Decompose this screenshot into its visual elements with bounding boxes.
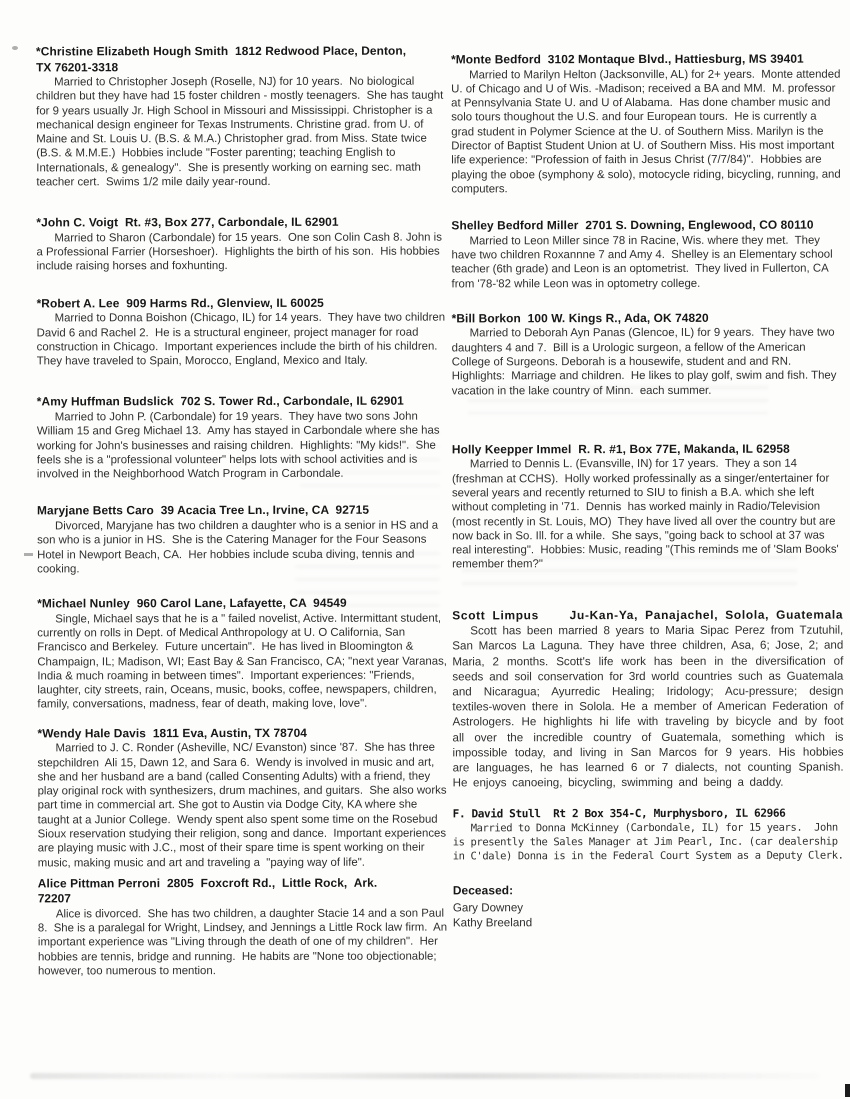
left-column: [36, 44, 449, 979]
entry-body: Married to Marilyn Helton (Jacksonville, AL) for 2+ years. Monte attended U. of Chicago and U of Wis. -Madison; received a BA and MM. M. professor at Pennsylvania State U. and U of Alabama. Has done chamber music and solo tours thoughout the U.S. and four European tours. He is currently a grad student in Polymer Science at the U. of Southern Miss. Marilyn is the Director of Baptist Student Union at U. of Southern Miss. His most important life experience: "Profession of faith in Jesus Christ (7/7/84)". Hobbies are playing the oboe (symphony & solo), motocycle riding, bicycling, running, and computers.: [451, 68, 844, 196]
entry-body: Married to Donna McKinney (Carbondale, IL) for 15 years. John is presently the Sales Manager at Jim Pearl, Inc. (car dealership in C'dale) Donna is in the Federal Court System as a Deputy Clerk.: [452, 822, 844, 863]
directory-entry: [37, 503, 448, 577]
entry-body: Married to Donna Boishon (Chicago, IL) for 14 years. They have two children David 6 and Rachel 2. He is a structural engineer, project manager for road construction in Chicago. Important experiences include the birth of his children. They have traveled to Spain, Morocco, England, Mexico and Italy.: [36, 311, 449, 368]
entry-heading: *Christine Elizabeth Hough Smith 1812 Redwood Place, Denton,: [36, 43, 407, 59]
entry-body: Married to Deborah Ayn Panas (Glencoe, IL) for 9 years. They have two daughters 4 and 7. Bill is a Urologic surgeon, a fellow of the American College of Surgeons. Deborah is a housewife, student and and RN. Highlights: Marriage and children. He likes to play golf, swim and fish. They vacation in the lake country of Minn. each summer.: [451, 326, 840, 397]
entry-name: Scott Limpus: [452, 607, 539, 623]
scan-corner-mark: [845, 1084, 850, 1097]
entry-body: Scott has been married 8 years to Maria Sipac Perez from Tzutuhil, San Marcos La Laguna. They have three children, Asa, 6; Jose, 2; and Maria, 2 months. Scott's life work has been in the diversification of seeds and soil conservation for 3rd world countries such as Guatemala and Nicaragua; Ayurredic Healing; Iridology; Acu-pressure; design textiles-woven there in Solola. He a member of American Federation of Astrologers. He highlights hi life with traveling by bicycle and by foot all over the incredible country of Guatemala, something which is impossible today, and living in San Marcos for 9 years. His hobbies are languages, he has learned 6 or 7 dialects, not counting Spanish. He enjoys canoeing, bicycling, swimming and being a daddy.: [452, 623, 850, 790]
entry-heading: Alice Pittman Perroni 2805 Foxcroft Rd., Little Rock, Ark.: [37, 875, 378, 891]
entry-body: Married to John P. (Carbondale) for 19 years. They have two sons John William 15 and Greg Michael 13. Amy has stayed in Carbondale where she has working for John's businesses and raising children. Highlights: "My kids!". She feels she is a "professional volunteer" helps lots with school activities and is involved in the Neighborhood Watch Program in Carbondale.: [36, 410, 443, 481]
entry-heading: Shelley Bedford Miller 2701 S. Downing, Englewood, CO 80110: [451, 217, 814, 233]
deceased-name: Gary Downey: [452, 901, 524, 915]
entry-heading: *Michael Nunley 960 Carol Lane, Lafayette, CA 94549: [37, 595, 347, 611]
entry-address: Ju-Kan-Ya, Panajachel, Solola, Guatemala: [569, 607, 844, 622]
entry-body: Single, Michael says that he is a " failed novelist, Active. Intermittant student, currently on rolls in Dept. of Medical Anthropology at U. O California, San Francisco and Berkeley. Future uncertain". He has lived in Bloomington & Champaign, IL; Madison, WI; East Bay & San Francisco, CA; "next year Varanas, India & much roaming in between times". Important experiences: "Friends, laughter, city streets, rain, Oceans, music, books, coffee, newspapers, children, family, conversations, madness, fear of death, making love, love".: [37, 612, 451, 711]
directory-entry: [36, 44, 447, 190]
scan-speck: [12, 46, 18, 50]
entry-heading: Holly Keepper Immel R. R. #1, Box 77E, Makanda, IL 62958: [451, 441, 790, 457]
entry-heading: *Robert A. Lee 909 Harms Rd., Glenview, IL 60025: [36, 295, 324, 311]
entry-body: Married to J. C. Ronder (Asheville, NC/ Evanston) since '87. She has three stepchildren Ali 15, Dawn 12, and Sara 6. Wendy is involved in music and art, she and her husband are a band (called Consenting Adults) with a friend, they play original rock with synthesizers, drum machines, and guitars. She also works part time in commercial art. She got to Austin via Dodge City, KA where she taught at a Junior College. Wendy spent also spent some time on the Rosebud Sioux reservation studying their religion, song and dance. Important experiences are playing music with J.C., most of their spare time is spent working on their music, making music and art and traveling a "paying way of life".: [37, 741, 450, 870]
entry-heading: F. David Stull Rt 2 Box 354-C, Murphysboro, IL 62966: [452, 807, 786, 821]
entry-body: Married to Christopher Joseph (Roselle, NJ) for 10 years. No biological children but they have had 15 foster children - mostly teenagers. She has taught for 9 years usually Jr. High School in Missouri and Mississippi. Christopher is a mechanical design engineer for Texas Instruments. Christine grad. from U. of Maine and St. Louis U. (B.S. & M.A.) Christopher grad. from Miss. State twice (B.S. & M.M.E.) Hobbies include "Foster parenting; teaching English to Internationals, & genealogy". She is presently working on earning sec. math teacher cert. Swims 1/2 mile daily year-round.: [36, 75, 447, 189]
directory-entry: [37, 295, 448, 369]
right-column: [451, 51, 850, 954]
entry-heading: *Wendy Hale Davis 1811 Eva, Austin, TX 78704: [37, 725, 308, 741]
deceased-section: [453, 883, 844, 931]
entry-heading: *Bill Borkon 100 W. Kings R., Ada, OK 74820: [451, 310, 709, 326]
entry-heading: *Monte Bedford 3102 Montaque Blvd., Hattiesburg, MS 39401: [451, 51, 804, 67]
entry-heading-line2: TX 76201-3318: [36, 59, 119, 74]
directory-entry: [452, 607, 850, 791]
directory-entry: [451, 52, 842, 197]
deceased-label: Deceased:: [452, 883, 514, 898]
entry-heading-line2: 72207: [37, 891, 71, 906]
entry-body: Divorced, Maryjane has two children a daughter who is a senior in HS and a son who is a junior in HS. She is the Catering Manager for the Four Seasons Hotel in Newport Beach, CA. Her hobbies include scuba diving, tennis and cooking.: [37, 519, 442, 576]
entry-heading: Maryjane Betts Caro 39 Acacia Tree Ln., Irvine, CA 92715: [36, 503, 370, 518]
deceased-name: Kathy Breeland: [452, 916, 533, 930]
entry-body: Alice is divorced. She has two children, a daughter Stacie 14 and a son Paul 8. She is a paralegal for Wright, Lindsey, and Jennings a Little Rock law firm. An important experience was "Living through the death of one of my children". Her hobbies are tennis, bridge and running. He habits are "None too objectionable; however, too numerous to mention.: [37, 907, 451, 978]
entry-body: Married to Dennis L. (Evansville, IN) for 17 years. They a son 14 (freshman at CCHS). Holly worked professinally as a singer/entertainer for several years and recently returned to SIU to finish a B.A. which she left without completing in '71. Dennis has worked mainly in Radio/Television (most recently in St. Louis, MO) They have lived all over the country but are now back in So. Ill. for a while. She says, "going back to school at 37 was real interesting". Hobbies: Music, reading "(This reminds me of 'Slam Books' remember them?": [451, 458, 842, 571]
directory-entry: [37, 595, 451, 712]
entry-heading: *John C. Voigt Rt. #3, Box 277, Carbondale, IL 62901: [36, 215, 339, 230]
directory-entry: [38, 875, 449, 978]
directory-entry: [37, 394, 448, 482]
directory-entry: [452, 310, 843, 398]
entry-heading: [452, 607, 843, 623]
entry-body: Married to Sharon (Carbondale) for 15 years. One son Colin Cash 8. John is a Professional Farrier (Horseshoer). Highlights the birth of his son. His hobbies include raising horses and foxhunting.: [36, 231, 446, 273]
directory-entry: [37, 725, 448, 870]
directory-entry: [452, 441, 843, 572]
entry-heading: *Amy Huffman Budslick 702 S. Tower Rd., Carbondale, IL 62901: [36, 394, 404, 409]
entry-body: Married to Leon Miller since 78 in Racine, Wis. where they met. They have two children Roxannne 7 and Amy 4. Shelley is an Elementary school teacher (6th grade) and Leon is an optometrist. They lived in Fullerton, CA from '78-'82 while Leon was in optometry college.: [451, 234, 836, 290]
scan-streak: [30, 1073, 820, 1079]
directory-entry: [36, 215, 447, 274]
directory-entry: [453, 806, 844, 864]
directory-entry: [451, 218, 842, 292]
scan-speck: [24, 553, 33, 556]
